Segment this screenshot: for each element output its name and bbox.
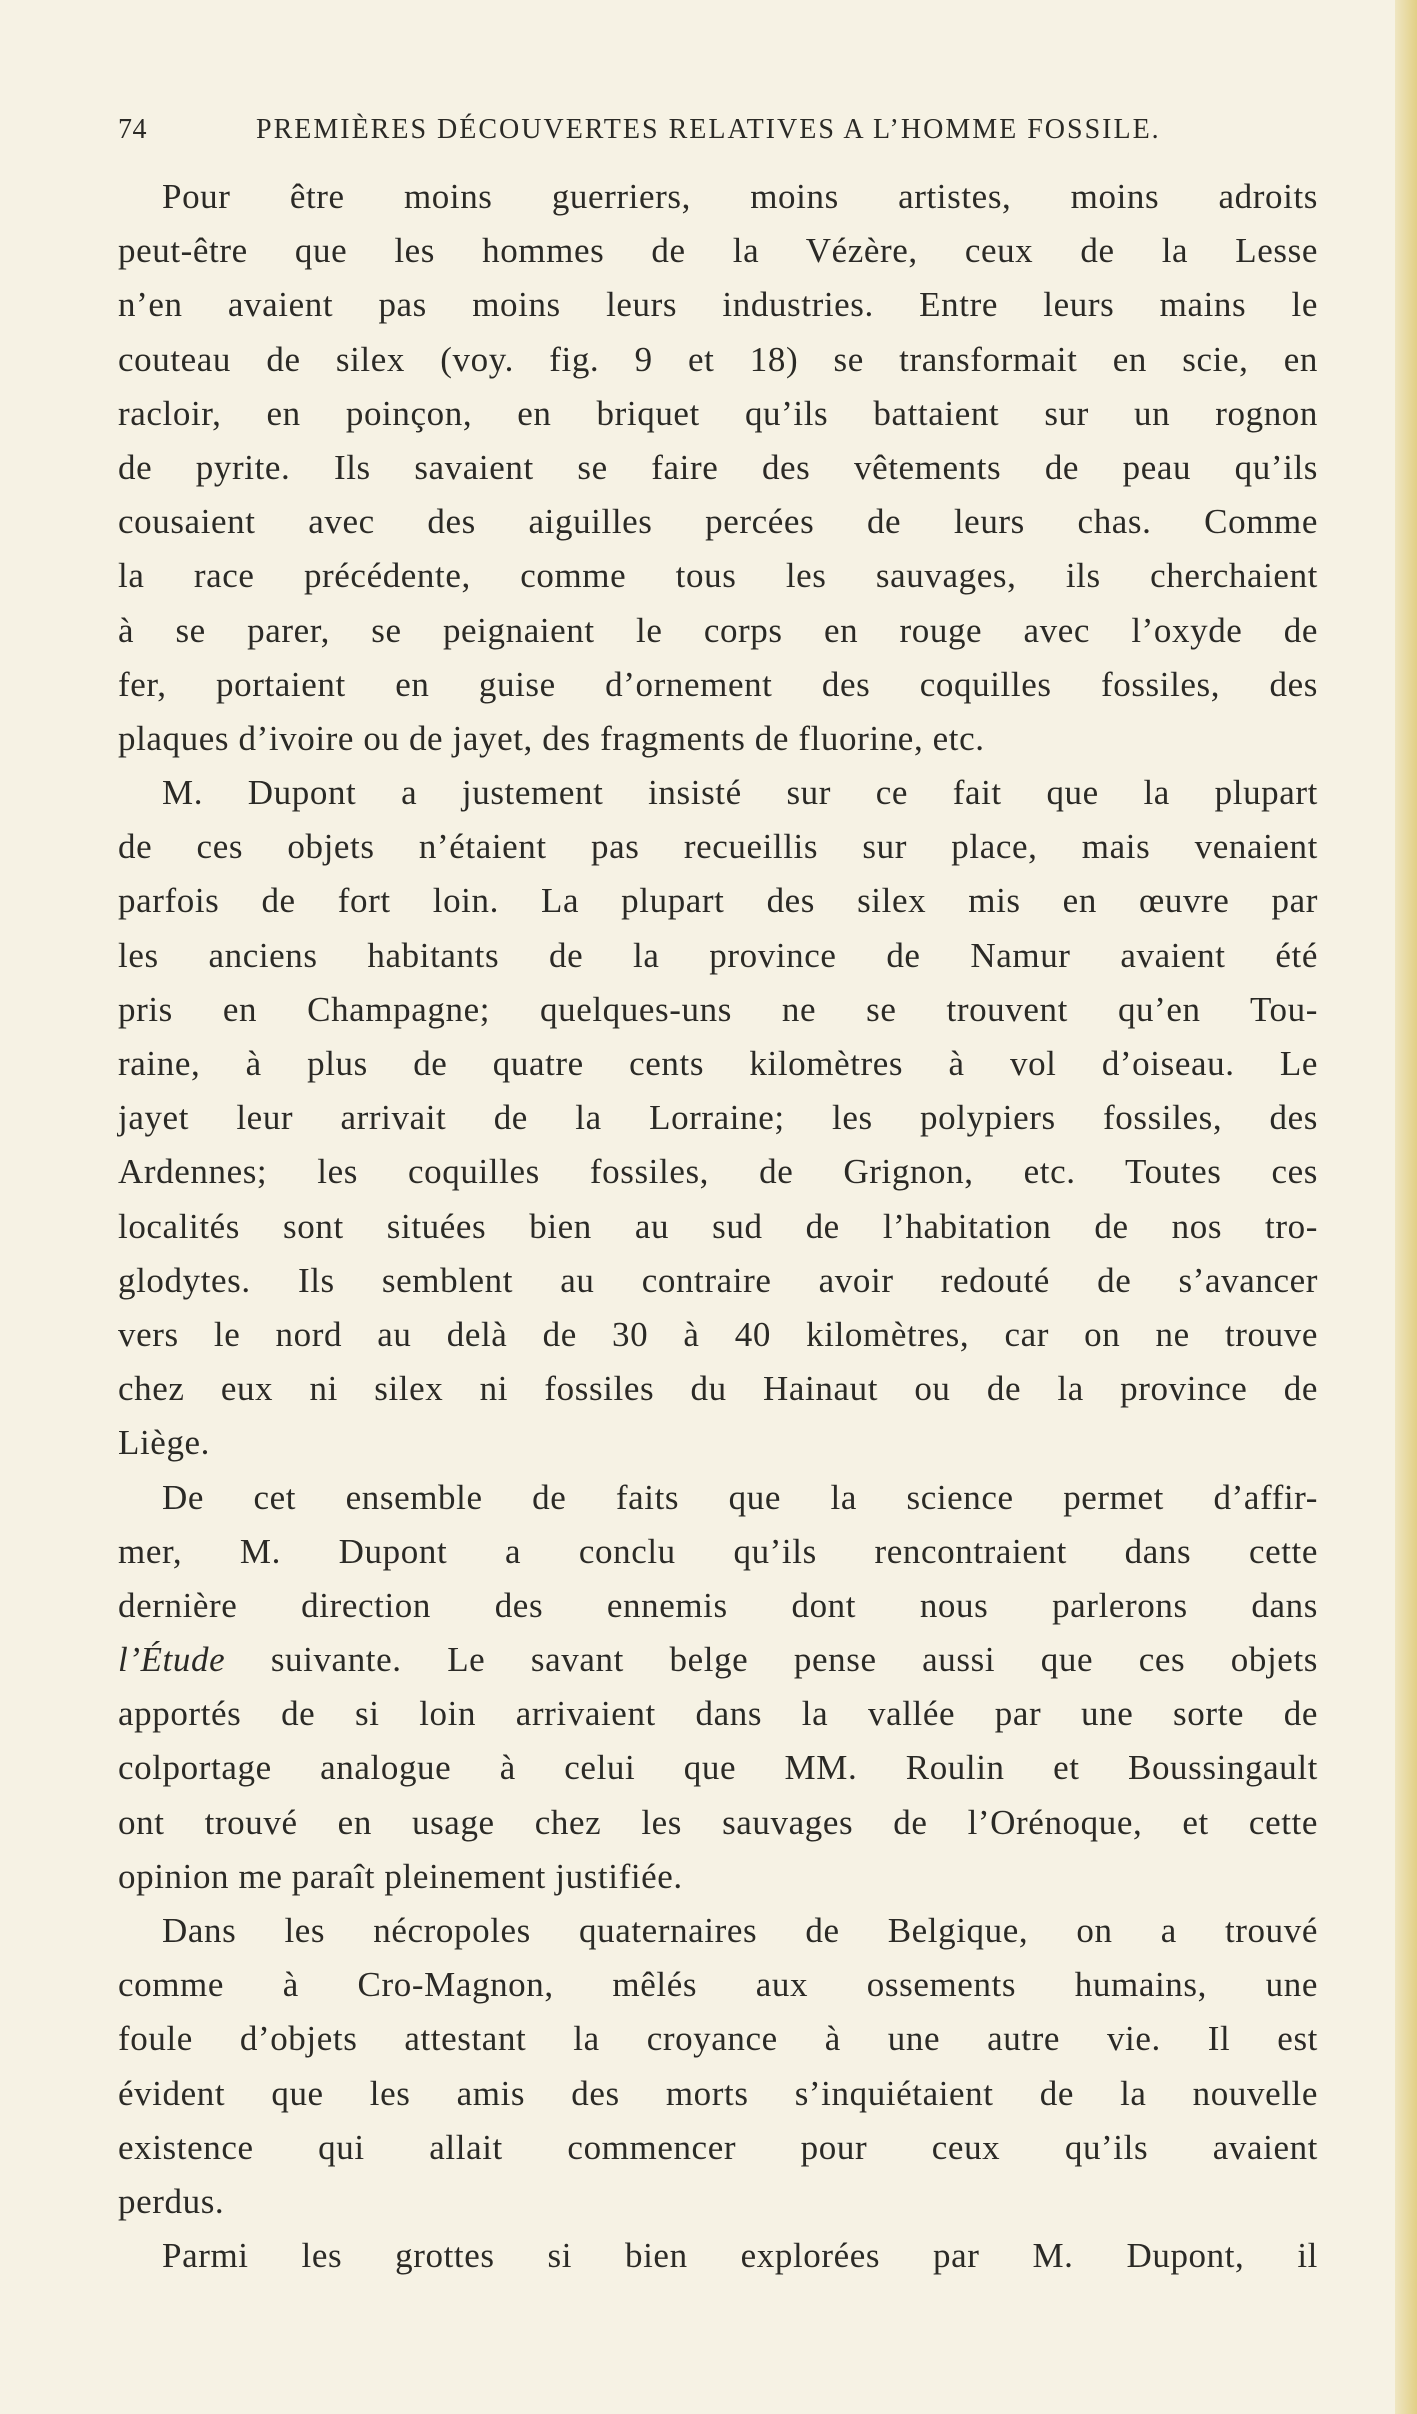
- paragraph-line: à se parer, se peignaient le corps en rouge avec l’oxyde de: [118, 610, 1318, 650]
- paragraph-line: la race précédente, comme tous les sauvages, ils cherchaient: [118, 556, 1318, 596]
- paragraph-line: foule d’objets attestant la croyance à une autre vie. Il est: [118, 2019, 1318, 2059]
- paragraph-line: glodytes. Ils semblent au contraire avoir redouté de s’avancer: [118, 1260, 1318, 1300]
- paragraph-line: Parmi les grottes si bien explorées par M. Dupont, il: [162, 2236, 1318, 2276]
- paragraph-line: peut-être que les hommes de la Vézère, ceux de la Lesse: [118, 231, 1318, 271]
- italic-title: l’Étude: [118, 1640, 226, 1680]
- paragraph-line: les anciens habitants de la province de Namur avaient été: [118, 935, 1318, 975]
- paragraph-line: fer, portaient en guise d’ornement des coquilles fossiles, des: [118, 664, 1318, 704]
- paragraph-line: dernière direction des ennemis dont nous parlerons dans: [118, 1585, 1318, 1625]
- paragraph-line: mer, M. Dupont a conclu qu’ils rencontraient dans cette: [118, 1531, 1318, 1571]
- paragraph-line: racloir, en poinçon, en briquet qu’ils battaient sur un rognon: [118, 393, 1318, 433]
- paragraph-line: de ces objets n’étaient pas recueillis sur place, mais venaient: [118, 827, 1318, 867]
- paragraph-line: évident que les amis des morts s’inquiétaient de la nouvelle: [118, 2073, 1318, 2113]
- paragraph-line: n’en avaient pas moins leurs industries. Entre leurs mains le: [118, 285, 1318, 325]
- paragraph-line: [118, 1633, 1318, 1687]
- running-title: PREMIÈRES DÉCOUVERTES RELATIVES A L’HOMME FOSSILE.: [256, 114, 1161, 145]
- running-head: [118, 112, 1208, 148]
- body-text: [118, 170, 1318, 2283]
- paragraph-line: localités sont situées bien au sud de l’habitation de nos tro-: [118, 1206, 1318, 1246]
- paragraph-line: apportés de si loin arrivaient dans la vallée par une sorte de: [118, 1694, 1318, 1734]
- paragraph-line: M. Dupont a justement insisté sur ce fait que la plupart: [162, 773, 1318, 813]
- paragraph-line: existence qui allait commencer pour ceux qu’ils avaient: [118, 2127, 1318, 2167]
- paragraph-line: couteau de silex (voy. fig. 9 et 18) se transformait en scie, en: [118, 339, 1318, 379]
- paragraph-line: perdus.: [118, 2181, 225, 2221]
- paragraph-line: raine, à plus de quatre cents kilomètres à vol d’oiseau. Le: [118, 1044, 1318, 1083]
- paragraph-line: plaques d’ivoire ou de jayet, des fragments de fluorine, etc.: [118, 718, 985, 758]
- paragraph-line: ont trouvé en usage chez les sauvages de l’Orénoque, et cette: [118, 1802, 1318, 1842]
- paragraph-line: de pyrite. Ils savaient se faire des vêtements de peau qu’ils: [118, 447, 1318, 487]
- paragraph-line: vers le nord au delà de 30 à 40 kilomètres, car on ne trouve: [118, 1314, 1318, 1354]
- paragraph-line: colportage analogue à celui que MM. Roulin et Boussingault: [118, 1748, 1318, 1788]
- paragraph-line: cousaient avec des aiguilles percées de leurs chas. Comme: [118, 502, 1318, 542]
- paragraph-line: opinion me paraît pleinement justifiée.: [118, 1856, 683, 1896]
- paragraph-line: chez eux ni silex ni fossiles du Hainaut ou de la province de: [118, 1369, 1318, 1409]
- paragraph-line: Ardennes; les coquilles fossiles, de Grignon, etc. Toutes ces: [118, 1152, 1318, 1192]
- paragraph-line: comme à Cro-Magnon, mêlés aux ossements humains, une: [118, 1965, 1318, 2005]
- paragraph-line: jayet leur arrivait de la Lorraine; les polypiers fossiles, des: [118, 1098, 1318, 1138]
- paragraph-line: pris en Champagne; quelques-uns ne se trouvent qu’en Tou-: [118, 989, 1318, 1029]
- line-continuation: suivante. Le savant belge pense aussi que ces objets: [270, 1640, 1318, 1680]
- paragraph-line: Pour être moins guerriers, moins artistes, moins adroits: [162, 177, 1318, 216]
- paragraph-line: De cet ensemble de faits que la science permet d’affir-: [162, 1477, 1318, 1517]
- page-edge: [1395, 0, 1417, 2414]
- paragraph-line: parfois de fort loin. La plupart des silex mis en œuvre par: [118, 881, 1318, 921]
- page-number: 74: [118, 114, 147, 145]
- paragraph-line: Liège.: [118, 1423, 211, 1463]
- paragraph-line: Dans les nécropoles quaternaires de Belgique, on a trouvé: [162, 1911, 1318, 1950]
